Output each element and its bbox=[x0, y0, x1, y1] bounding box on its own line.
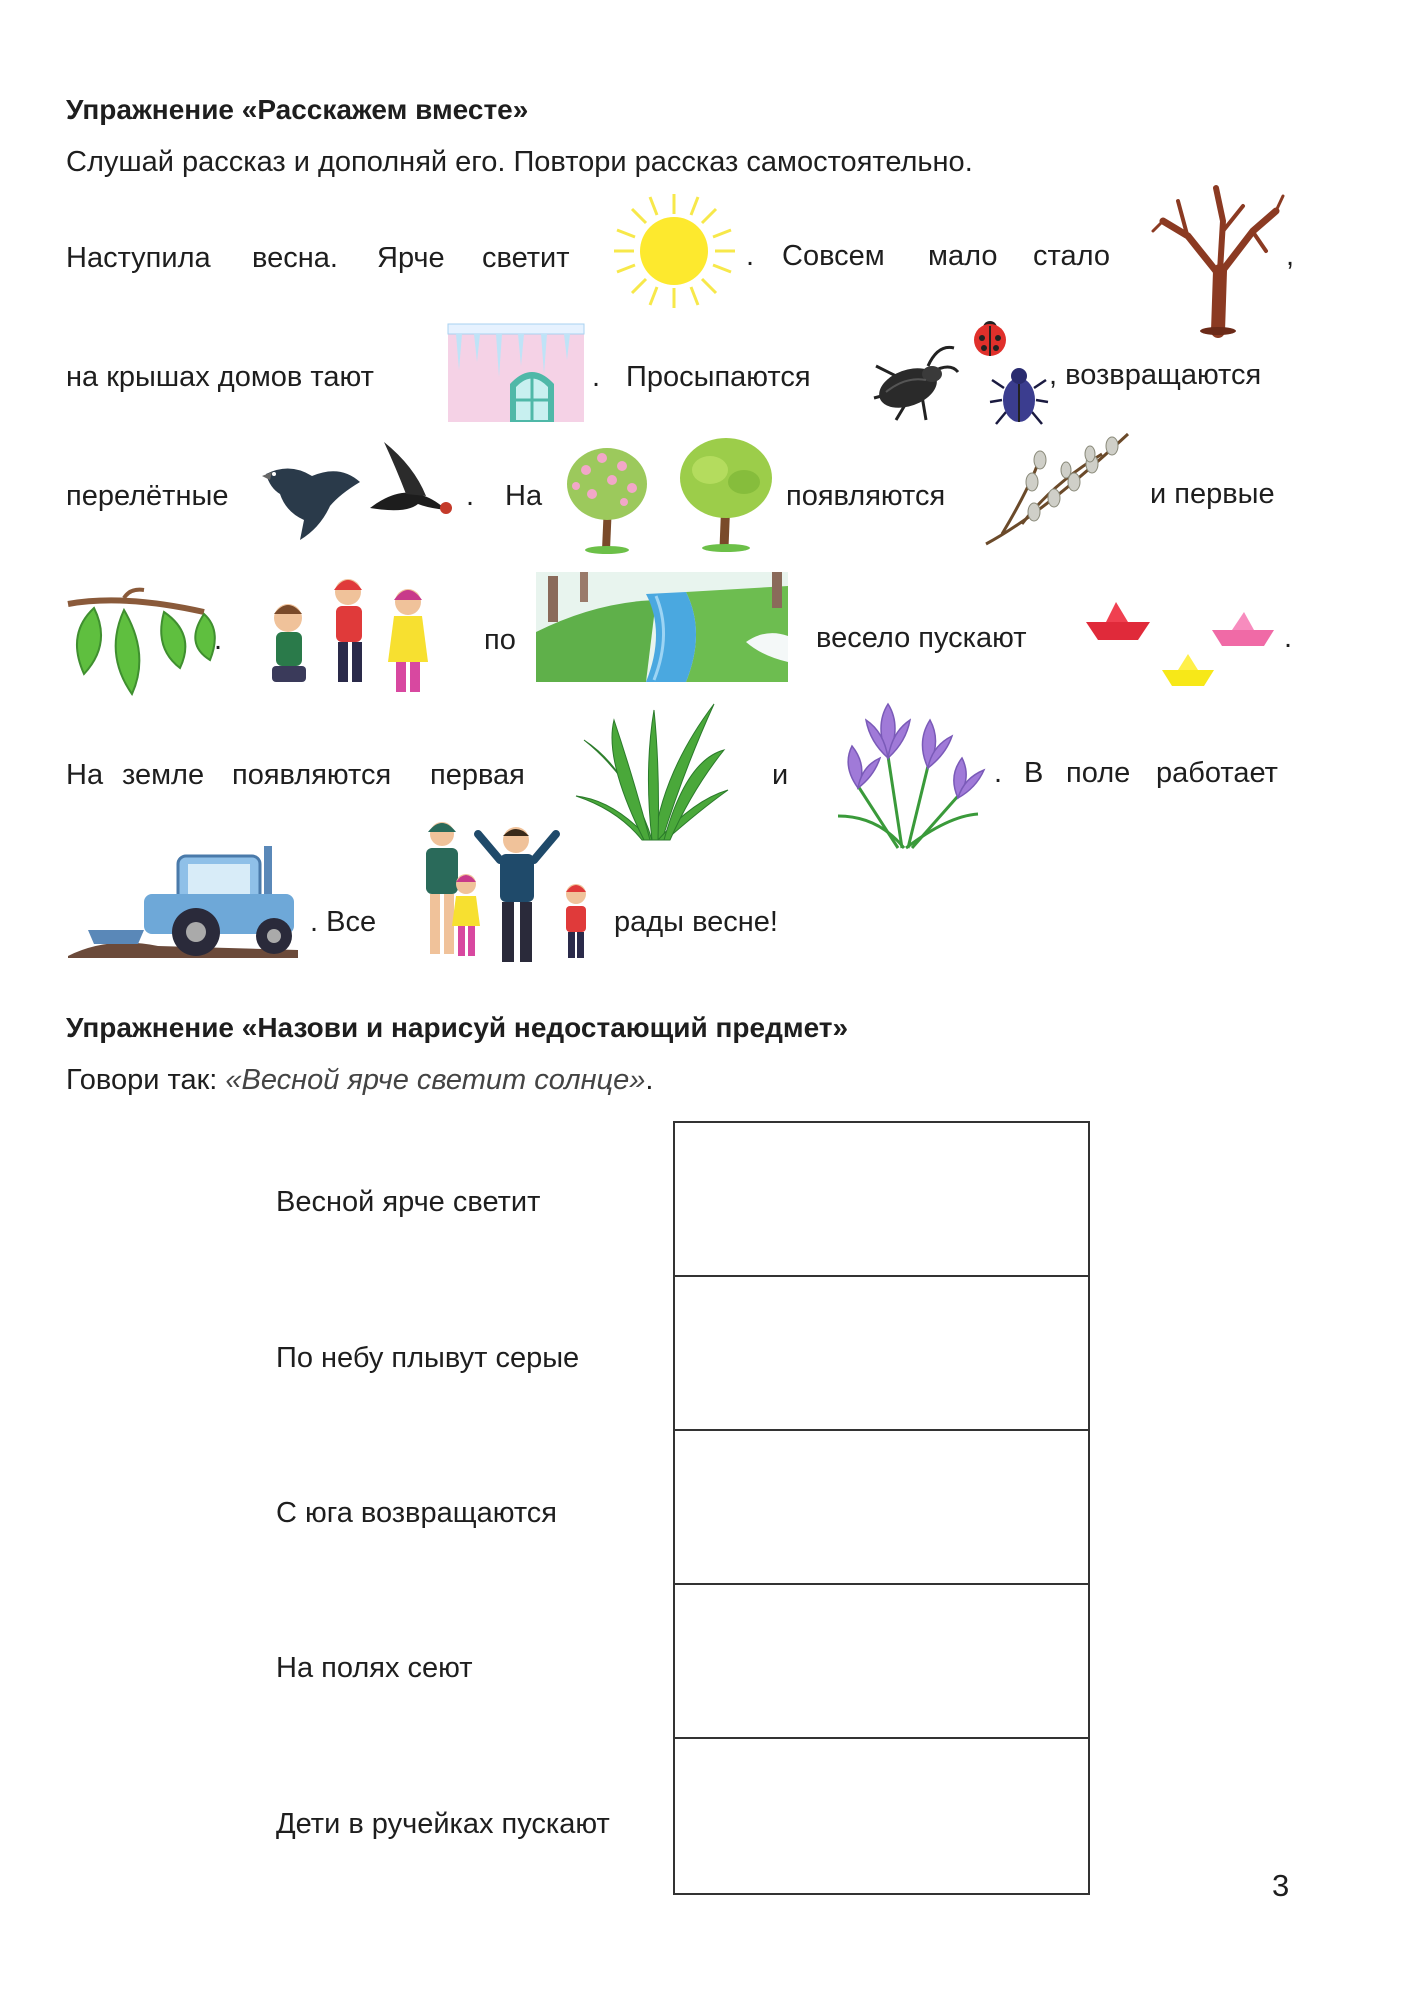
story-word: весело пускают bbox=[816, 622, 1027, 654]
story-word: Ярче bbox=[377, 242, 445, 274]
story-word: появляются bbox=[232, 759, 392, 791]
story-word: по bbox=[484, 624, 516, 656]
icicles-house-icon bbox=[446, 322, 586, 422]
beetle-icon bbox=[988, 360, 1050, 430]
story-word: На bbox=[66, 759, 104, 791]
drawing-box[interactable] bbox=[673, 1429, 1090, 1585]
story-word: перелётные bbox=[66, 480, 229, 512]
hint-end: . bbox=[645, 1064, 654, 1096]
exercise2-hint bbox=[66, 1064, 653, 1097]
stag-beetle-icon bbox=[866, 336, 962, 428]
story-word: светит bbox=[482, 242, 570, 274]
story-word: на крышах домов тают bbox=[66, 361, 374, 393]
story-word: , возвращаются bbox=[1049, 359, 1262, 391]
tractor-icon bbox=[68, 846, 304, 960]
story-word: Совсем bbox=[782, 240, 885, 272]
story-word: появляются bbox=[786, 480, 946, 512]
drawing-box[interactable] bbox=[673, 1737, 1090, 1895]
story-word: . bbox=[746, 240, 755, 272]
willow-branch-icon bbox=[982, 424, 1132, 550]
stream-icon bbox=[536, 572, 788, 682]
ladybug-icon bbox=[966, 314, 1014, 358]
crocus-icon bbox=[818, 696, 988, 852]
leaves-branch-icon bbox=[64, 584, 214, 700]
story-word: На bbox=[505, 480, 543, 512]
story-word: поле bbox=[1066, 757, 1131, 789]
hint-prefix: Говори так: bbox=[66, 1064, 226, 1096]
row-label: На полях сеют bbox=[276, 1652, 473, 1684]
story-word: рады весне! bbox=[614, 906, 778, 938]
family-icon bbox=[416, 814, 604, 966]
drawing-box[interactable] bbox=[673, 1583, 1090, 1739]
story-word: . bbox=[592, 361, 601, 393]
sun-icon bbox=[612, 192, 737, 310]
green-tree-icon bbox=[674, 432, 778, 552]
story-word: весна. bbox=[252, 242, 338, 274]
page-number: 3 bbox=[1272, 1868, 1290, 1903]
story-word: В bbox=[1024, 757, 1044, 789]
story-word: Наступила bbox=[66, 242, 211, 274]
paper-boats-icon bbox=[1084, 600, 1282, 696]
story-word: . Все bbox=[310, 906, 377, 938]
row-label: С юга возвращаются bbox=[276, 1497, 557, 1529]
exercise2-title: Упражнение «Назови и нарисуй недостающий предмет» bbox=[66, 1012, 849, 1043]
row-label: Дети в ручейках пускают bbox=[276, 1808, 610, 1840]
drawing-box[interactable] bbox=[673, 1275, 1090, 1431]
exercise1-title: Упражнение «Расскажем вместе» bbox=[66, 94, 529, 125]
children-icon bbox=[258, 566, 454, 706]
story-word: мало bbox=[928, 240, 998, 272]
story-word: Просыпаются bbox=[626, 361, 811, 393]
blossom-tree-icon bbox=[562, 440, 652, 554]
story-word: . bbox=[994, 757, 1003, 789]
exercise1-instruction: Слушай рассказ и дополняй его. Повтори рассказ самостоятельно. bbox=[66, 146, 973, 178]
story-word: , bbox=[1286, 240, 1295, 272]
swallow-icon bbox=[366, 438, 460, 522]
story-word: земле bbox=[122, 759, 205, 791]
story-word: первая bbox=[430, 759, 525, 791]
row-label: Весной ярче светит bbox=[276, 1186, 541, 1218]
row-label: По небу плывут серые bbox=[276, 1342, 580, 1374]
story-word: и bbox=[772, 759, 789, 791]
hint-example: «Весной ярче светит солнце» bbox=[225, 1064, 646, 1096]
crow-icon bbox=[260, 454, 364, 544]
story-word: . bbox=[466, 480, 475, 512]
bare-tree-icon bbox=[1148, 176, 1288, 336]
story-word: стало bbox=[1033, 240, 1110, 272]
drawing-box[interactable] bbox=[673, 1121, 1090, 1277]
story-word: работает bbox=[1156, 757, 1278, 789]
story-word: . bbox=[214, 624, 223, 656]
story-word: . bbox=[1284, 622, 1293, 654]
story-word: и первые bbox=[1150, 478, 1275, 510]
